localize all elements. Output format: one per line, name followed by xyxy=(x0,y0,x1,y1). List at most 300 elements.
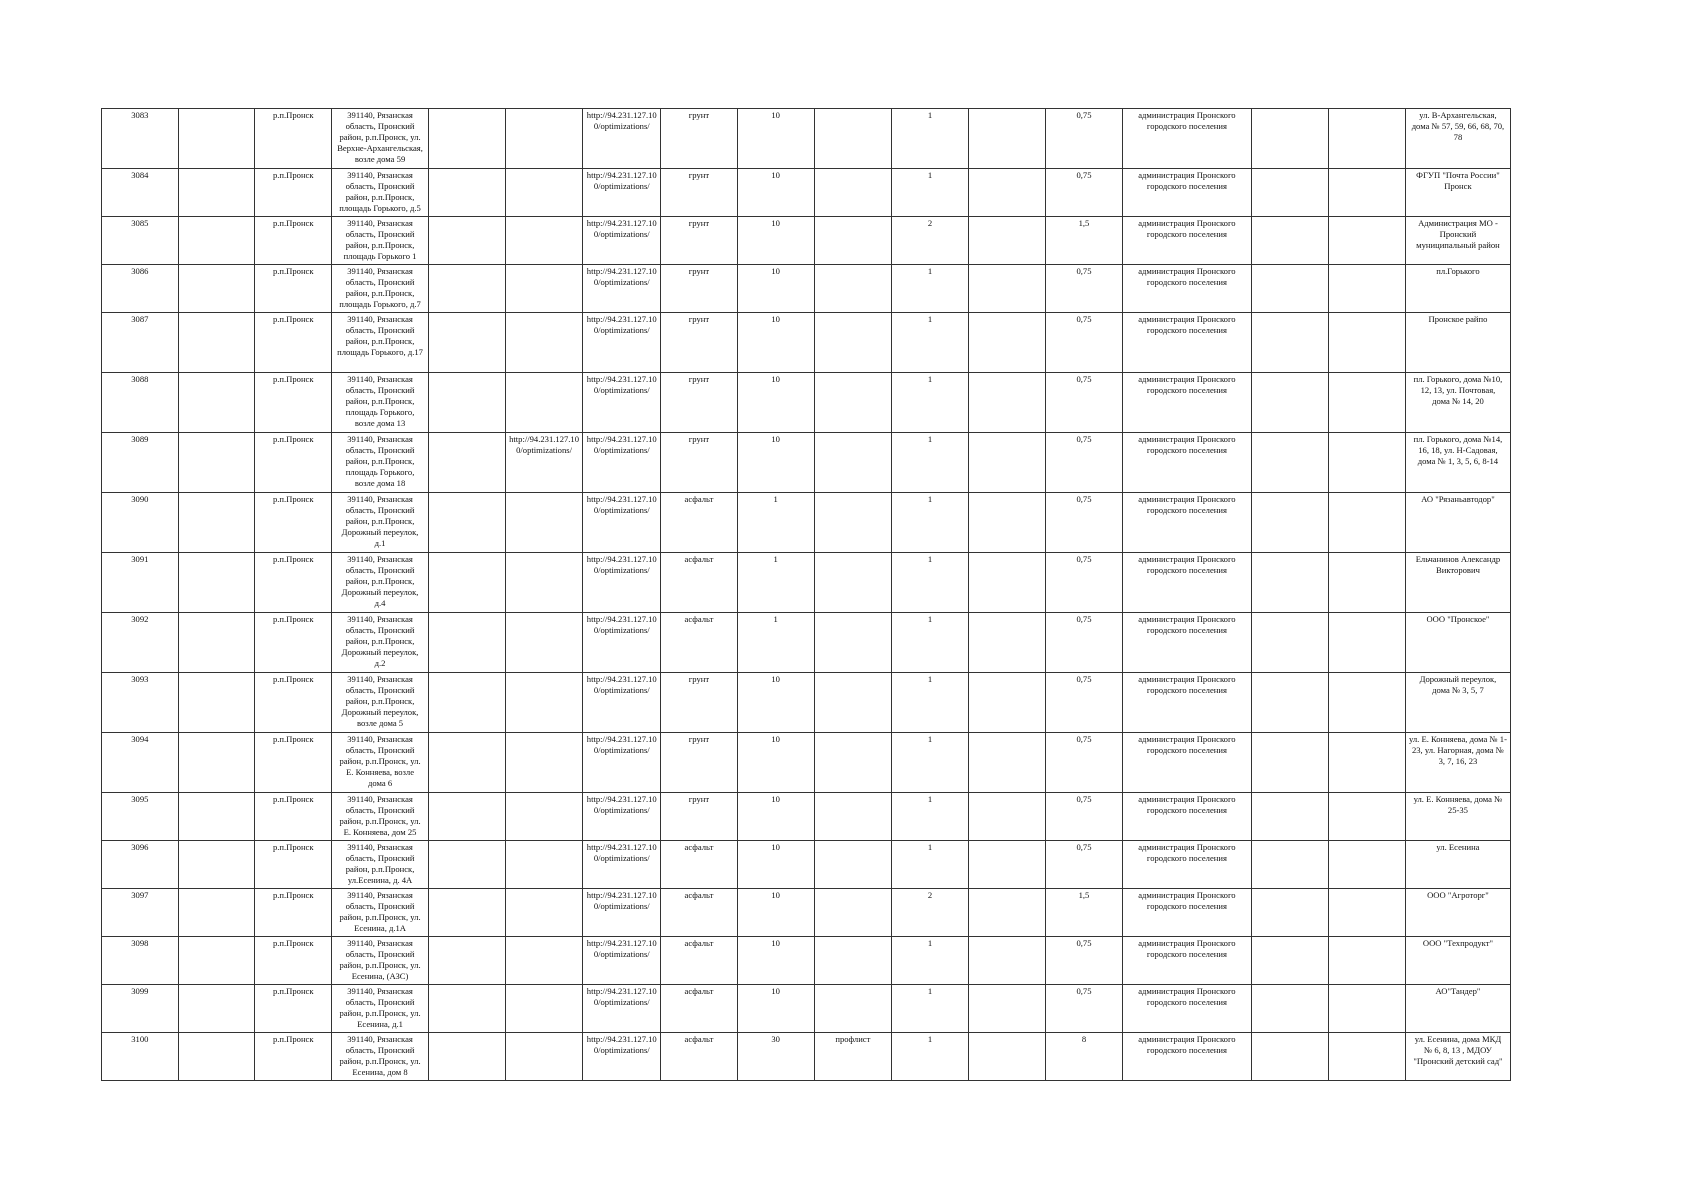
empty-cell xyxy=(178,553,255,613)
link-cell xyxy=(505,1033,583,1081)
link-cell xyxy=(505,493,583,553)
link-cell: http://94.231.127.10 0/optimizations/ xyxy=(583,841,661,889)
table-row xyxy=(102,937,1511,985)
empty-cell xyxy=(1329,265,1406,313)
table-row xyxy=(102,265,1511,313)
container-count: 1 xyxy=(892,985,969,1033)
surface-type: асфальт xyxy=(661,553,738,613)
area-value: 10 xyxy=(737,733,814,793)
fence-type xyxy=(814,169,892,217)
area-value: 30 xyxy=(737,1033,814,1081)
fence-type xyxy=(814,553,892,613)
surface-type: грунт xyxy=(661,373,738,433)
settlement: р.п.Пронск xyxy=(255,733,332,793)
row-number: 3094 xyxy=(102,733,179,793)
empty-cell xyxy=(178,169,255,217)
empty-cell xyxy=(1251,265,1329,313)
volume-value: 0,75 xyxy=(1045,433,1123,493)
link-cell: http://94.231.127.10 0/optimizations/ xyxy=(583,733,661,793)
row-number: 3083 xyxy=(102,109,179,169)
surface-type: грунт xyxy=(661,169,738,217)
row-number: 3088 xyxy=(102,373,179,433)
empty-cell xyxy=(968,313,1045,373)
link-cell xyxy=(505,673,583,733)
row-number: 3091 xyxy=(102,553,179,613)
settlement: р.п.Пронск xyxy=(255,169,332,217)
container-count: 2 xyxy=(892,889,969,937)
surface-type: асфальт xyxy=(661,1033,738,1081)
empty-cell xyxy=(429,985,506,1033)
location-address: 391140, Рязанская область, Пронский район, р.п.Пронск, площадь Горького, д.7 xyxy=(332,265,429,313)
empty-cell xyxy=(1251,433,1329,493)
location-address: 391140, Рязанская область, Пронский район, р.п.Пронск, ул. Верхне-Архангельская, возле дома 59 xyxy=(332,109,429,169)
waste-source: АО "Рязаньавтодор" xyxy=(1405,493,1510,553)
location-address: 391140, Рязанская область, Пронский район, р.п.Пронск, ул. Есенина, д.1 xyxy=(332,985,429,1033)
waste-source: АО"Тандер" xyxy=(1405,985,1510,1033)
row-number: 3089 xyxy=(102,433,179,493)
empty-cell xyxy=(1329,613,1406,673)
container-count: 1 xyxy=(892,313,969,373)
surface-type: асфальт xyxy=(661,493,738,553)
settlement: р.п.Пронск xyxy=(255,985,332,1033)
fence-type xyxy=(814,217,892,265)
location-address: 391140, Рязанская область, Пронский район, р.п.Пронск, ул. Есенина, д.1А xyxy=(332,889,429,937)
empty-cell xyxy=(429,733,506,793)
settlement: р.п.Пронск xyxy=(255,889,332,937)
empty-cell xyxy=(1329,889,1406,937)
waste-source: ул. Есенина xyxy=(1405,841,1510,889)
table-row xyxy=(102,889,1511,937)
empty-cell xyxy=(1251,373,1329,433)
waste-source: ул. В-Архангельская, дома № 57, 59, 66, 68, 70, 78 xyxy=(1405,109,1510,169)
table-body xyxy=(102,109,1511,1081)
table-row xyxy=(102,313,1511,373)
volume-value: 0,75 xyxy=(1045,937,1123,985)
container-count: 1 xyxy=(892,265,969,313)
area-value: 10 xyxy=(737,937,814,985)
surface-type: асфальт xyxy=(661,613,738,673)
location-address: 391140, Рязанская область, Пронский район, р.п.Пронск, площадь Горького 1 xyxy=(332,217,429,265)
owner-org: администрация Пронского городского поселения xyxy=(1123,613,1251,673)
empty-cell xyxy=(429,553,506,613)
fence-type xyxy=(814,313,892,373)
area-value: 10 xyxy=(737,265,814,313)
table-row xyxy=(102,553,1511,613)
area-value: 1 xyxy=(737,553,814,613)
empty-cell xyxy=(178,313,255,373)
link-cell xyxy=(505,553,583,613)
surface-type: асфальт xyxy=(661,841,738,889)
table-row xyxy=(102,613,1511,673)
container-count: 1 xyxy=(892,673,969,733)
row-number: 3085 xyxy=(102,217,179,265)
empty-cell xyxy=(968,613,1045,673)
fence-type xyxy=(814,889,892,937)
empty-cell xyxy=(429,109,506,169)
link-cell xyxy=(505,937,583,985)
settlement: р.п.Пронск xyxy=(255,373,332,433)
location-address: 391140, Рязанская область, Пронский район, р.п.Пронск, ул. Есенина, дом 8 xyxy=(332,1033,429,1081)
empty-cell xyxy=(429,889,506,937)
empty-cell xyxy=(1329,433,1406,493)
waste-source: ФГУП "Почта России" Пронск xyxy=(1405,169,1510,217)
area-value: 10 xyxy=(737,217,814,265)
owner-org: администрация Пронского городского поселения xyxy=(1123,985,1251,1033)
waste-source: ООО "Пронское" xyxy=(1405,613,1510,673)
owner-org: администрация Пронского городского поселения xyxy=(1123,733,1251,793)
volume-value: 0,75 xyxy=(1045,109,1123,169)
empty-cell xyxy=(968,1033,1045,1081)
empty-cell xyxy=(178,373,255,433)
row-number: 3096 xyxy=(102,841,179,889)
empty-cell xyxy=(1251,937,1329,985)
settlement: р.п.Пронск xyxy=(255,313,332,373)
waste-source: Ельчанинов Александр Викторович xyxy=(1405,553,1510,613)
waste-source: ул. Е. Конняева, дома № 1- 23, ул. Нагорная, дома № 3, 7, 16, 23 xyxy=(1405,733,1510,793)
location-address: 391140, Рязанская область, Пронский район, р.п.Пронск, площадь Горького, д.17 xyxy=(332,313,429,373)
link-cell xyxy=(505,313,583,373)
link-cell xyxy=(505,373,583,433)
empty-cell xyxy=(178,613,255,673)
empty-cell xyxy=(1329,109,1406,169)
area-value: 10 xyxy=(737,793,814,841)
row-number: 3093 xyxy=(102,673,179,733)
empty-cell xyxy=(429,673,506,733)
fence-type xyxy=(814,265,892,313)
empty-cell xyxy=(429,793,506,841)
empty-cell xyxy=(1251,841,1329,889)
volume-value: 0,75 xyxy=(1045,793,1123,841)
location-address: 391140, Рязанская область, Пронский район, р.п.Пронск, Дорожный переулок, д.4 xyxy=(332,553,429,613)
location-address: 391140, Рязанская область, Пронский район, р.п.Пронск, ул. Есенина, (АЗС) xyxy=(332,937,429,985)
area-value: 10 xyxy=(737,313,814,373)
container-count: 1 xyxy=(892,841,969,889)
container-count: 1 xyxy=(892,613,969,673)
fence-type: профлист xyxy=(814,1033,892,1081)
waste-source: Пронское райпо xyxy=(1405,313,1510,373)
waste-source: ООО "Агроторг" xyxy=(1405,889,1510,937)
settlement: р.п.Пронск xyxy=(255,1033,332,1081)
empty-cell xyxy=(1251,613,1329,673)
empty-cell xyxy=(1329,493,1406,553)
link-cell: http://94.231.127.10 0/optimizations/ xyxy=(583,313,661,373)
owner-org: администрация Пронского городского поселения xyxy=(1123,169,1251,217)
volume-value: 0,75 xyxy=(1045,553,1123,613)
empty-cell xyxy=(1251,313,1329,373)
volume-value: 0,75 xyxy=(1045,613,1123,673)
register-table xyxy=(101,108,1511,1081)
owner-org: администрация Пронского городского поселения xyxy=(1123,493,1251,553)
empty-cell xyxy=(1329,841,1406,889)
row-number: 3084 xyxy=(102,169,179,217)
container-count: 1 xyxy=(892,793,969,841)
surface-type: грунт xyxy=(661,433,738,493)
volume-value: 0,75 xyxy=(1045,673,1123,733)
empty-cell xyxy=(968,889,1045,937)
empty-cell xyxy=(1251,217,1329,265)
empty-cell xyxy=(1329,313,1406,373)
empty-cell xyxy=(1251,1033,1329,1081)
surface-type: грунт xyxy=(661,793,738,841)
container-count: 2 xyxy=(892,217,969,265)
link-cell xyxy=(505,613,583,673)
link-cell: http://94.231.127.10 0/optimizations/ xyxy=(583,169,661,217)
volume-value: 0,75 xyxy=(1045,373,1123,433)
row-number: 3098 xyxy=(102,937,179,985)
surface-type: грунт xyxy=(661,733,738,793)
settlement: р.п.Пронск xyxy=(255,841,332,889)
empty-cell xyxy=(429,265,506,313)
link-cell: http://94.231.127.10 0/optimizations/ xyxy=(583,889,661,937)
surface-type: грунт xyxy=(661,265,738,313)
empty-cell xyxy=(968,169,1045,217)
empty-cell xyxy=(1251,673,1329,733)
empty-cell xyxy=(968,985,1045,1033)
waste-source: ул. Есенина, дома МКД № 6, 8, 13 , МДОУ "Пронский детский сад" xyxy=(1405,1033,1510,1081)
owner-org: администрация Пронского городского поселения xyxy=(1123,841,1251,889)
area-value: 10 xyxy=(737,673,814,733)
volume-value: 8 xyxy=(1045,1033,1123,1081)
link-cell xyxy=(505,889,583,937)
link-cell xyxy=(505,793,583,841)
owner-org: администрация Пронского городского поселения xyxy=(1123,889,1251,937)
link-cell: http://94.231.127.10 0/optimizations/ xyxy=(583,217,661,265)
volume-value: 1,5 xyxy=(1045,889,1123,937)
location-address: 391140, Рязанская область, Пронский район, р.п.Пронск, ул. Е. Конняева, дом 25 xyxy=(332,793,429,841)
empty-cell xyxy=(968,217,1045,265)
link-cell: http://94.231.127.10 0/optimizations/ xyxy=(583,937,661,985)
owner-org: администрация Пронского городского поселения xyxy=(1123,553,1251,613)
owner-org: администрация Пронского городского поселения xyxy=(1123,937,1251,985)
empty-cell xyxy=(178,1033,255,1081)
empty-cell xyxy=(429,493,506,553)
volume-value: 0,75 xyxy=(1045,169,1123,217)
empty-cell xyxy=(429,841,506,889)
container-count: 1 xyxy=(892,553,969,613)
volume-value: 1,5 xyxy=(1045,217,1123,265)
empty-cell xyxy=(968,673,1045,733)
area-value: 1 xyxy=(737,493,814,553)
empty-cell xyxy=(1251,169,1329,217)
empty-cell xyxy=(968,841,1045,889)
area-value: 1 xyxy=(737,613,814,673)
link-cell xyxy=(505,217,583,265)
surface-type: асфальт xyxy=(661,937,738,985)
volume-value: 0,75 xyxy=(1045,313,1123,373)
container-count: 1 xyxy=(892,373,969,433)
empty-cell xyxy=(178,673,255,733)
owner-org: администрация Пронского городского поселения xyxy=(1123,673,1251,733)
settlement: р.п.Пронск xyxy=(255,109,332,169)
fence-type xyxy=(814,733,892,793)
table-row xyxy=(102,733,1511,793)
table-row xyxy=(102,841,1511,889)
empty-cell xyxy=(968,733,1045,793)
fence-type xyxy=(814,985,892,1033)
link-cell xyxy=(505,169,583,217)
link-cell xyxy=(505,109,583,169)
empty-cell xyxy=(1329,793,1406,841)
fence-type xyxy=(814,613,892,673)
fence-type xyxy=(814,493,892,553)
link-cell: http://94.231.127.10 0/optimizations/ xyxy=(583,433,661,493)
waste-source: ООО "Техпродукт" xyxy=(1405,937,1510,985)
surface-type: грунт xyxy=(661,109,738,169)
empty-cell xyxy=(429,169,506,217)
empty-cell xyxy=(1251,733,1329,793)
empty-cell xyxy=(178,793,255,841)
empty-cell xyxy=(178,493,255,553)
row-number: 3097 xyxy=(102,889,179,937)
settlement: р.п.Пронск xyxy=(255,937,332,985)
row-number: 3100 xyxy=(102,1033,179,1081)
empty-cell xyxy=(1329,985,1406,1033)
document-page xyxy=(101,108,1511,1081)
location-address: 391140, Рязанская область, Пронский район, р.п.Пронск, площадь Горького, д.5 xyxy=(332,169,429,217)
area-value: 10 xyxy=(737,433,814,493)
surface-type: асфальт xyxy=(661,985,738,1033)
fence-type xyxy=(814,373,892,433)
row-number: 3090 xyxy=(102,493,179,553)
settlement: р.п.Пронск xyxy=(255,493,332,553)
surface-type: грунт xyxy=(661,313,738,373)
location-address: 391140, Рязанская область, Пронский район, р.п.Пронск, ул. Е. Конняева, возле дома 6 xyxy=(332,733,429,793)
container-count: 1 xyxy=(892,1033,969,1081)
settlement: р.п.Пронск xyxy=(255,793,332,841)
area-value: 10 xyxy=(737,841,814,889)
fence-type xyxy=(814,937,892,985)
container-count: 1 xyxy=(892,433,969,493)
owner-org: администрация Пронского городского поселения xyxy=(1123,313,1251,373)
empty-cell xyxy=(1329,373,1406,433)
waste-source: пл.Горького xyxy=(1405,265,1510,313)
empty-cell xyxy=(1251,493,1329,553)
empty-cell xyxy=(1251,109,1329,169)
table-row xyxy=(102,793,1511,841)
container-count: 1 xyxy=(892,733,969,793)
waste-source: Администрация МО - Пронский муниципальный район xyxy=(1405,217,1510,265)
row-number: 3086 xyxy=(102,265,179,313)
empty-cell xyxy=(968,493,1045,553)
empty-cell xyxy=(1251,793,1329,841)
empty-cell xyxy=(178,109,255,169)
owner-org: администрация Пронского городского поселения xyxy=(1123,433,1251,493)
empty-cell xyxy=(178,841,255,889)
empty-cell xyxy=(968,109,1045,169)
location-address: 391140, Рязанская область, Пронский район, р.п.Пронск, Дорожный переулок, возле дома 5 xyxy=(332,673,429,733)
volume-value: 0,75 xyxy=(1045,841,1123,889)
empty-cell xyxy=(429,217,506,265)
waste-source: ул. Е. Конняева, дома № 25-35 xyxy=(1405,793,1510,841)
link-cell: http://94.231.127.10 0/optimizations/ xyxy=(583,673,661,733)
link-cell: http://94.231.127.10 0/optimizations/ xyxy=(583,493,661,553)
location-address: 391140, Рязанская область, Пронский район, р.п.Пронск, площадь Горького, возле дома 13 xyxy=(332,373,429,433)
owner-org: администрация Пронского городского поселения xyxy=(1123,1033,1251,1081)
owner-org: администрация Пронского городского поселения xyxy=(1123,109,1251,169)
area-value: 10 xyxy=(737,889,814,937)
location-address: 391140, Рязанская область, Пронский район, р.п.Пронск, Дорожный переулок, д.1 xyxy=(332,493,429,553)
fence-type xyxy=(814,109,892,169)
empty-cell xyxy=(1329,1033,1406,1081)
empty-cell xyxy=(1251,985,1329,1033)
table-row xyxy=(102,493,1511,553)
link-cell: http://94.231.127.10 0/optimizations/ xyxy=(583,1033,661,1081)
surface-type: грунт xyxy=(661,217,738,265)
fence-type xyxy=(814,673,892,733)
empty-cell xyxy=(178,217,255,265)
link-cell: http://94.231.127.10 0/optimizations/ xyxy=(583,373,661,433)
empty-cell xyxy=(968,553,1045,613)
empty-cell xyxy=(1329,217,1406,265)
empty-cell xyxy=(178,733,255,793)
settlement: р.п.Пронск xyxy=(255,433,332,493)
empty-cell xyxy=(1329,673,1406,733)
area-value: 10 xyxy=(737,109,814,169)
empty-cell xyxy=(1329,169,1406,217)
row-number: 3092 xyxy=(102,613,179,673)
empty-cell xyxy=(178,265,255,313)
settlement: р.п.Пронск xyxy=(255,553,332,613)
link-cell: http://94.231.127.10 0/optimizations/ xyxy=(583,613,661,673)
owner-org: администрация Пронского городского поселения xyxy=(1123,793,1251,841)
link-cell: http://94.231.127.10 0/optimizations/ xyxy=(505,433,583,493)
empty-cell xyxy=(1329,937,1406,985)
container-count: 1 xyxy=(892,937,969,985)
waste-source: Дорожный переулок, дома № 3, 5, 7 xyxy=(1405,673,1510,733)
link-cell: http://94.231.127.10 0/optimizations/ xyxy=(583,793,661,841)
settlement: р.п.Пронск xyxy=(255,217,332,265)
waste-source: пл. Горького, дома №14, 16, 18, ул. Н-Садовая, дома № 1, 3, 5, 6, 8-14 xyxy=(1405,433,1510,493)
area-value: 10 xyxy=(737,373,814,433)
location-address: 391140, Рязанская область, Пронский район, р.п.Пронск, площадь Горького, возле дома 18 xyxy=(332,433,429,493)
area-value: 10 xyxy=(737,169,814,217)
empty-cell xyxy=(968,265,1045,313)
table-row xyxy=(102,217,1511,265)
owner-org: администрация Пронского городского поселения xyxy=(1123,265,1251,313)
empty-cell xyxy=(178,937,255,985)
empty-cell xyxy=(1251,889,1329,937)
table-row xyxy=(102,985,1511,1033)
volume-value: 0,75 xyxy=(1045,733,1123,793)
link-cell xyxy=(505,265,583,313)
table-row xyxy=(102,433,1511,493)
link-cell: http://94.231.127.10 0/optimizations/ xyxy=(583,553,661,613)
empty-cell xyxy=(429,613,506,673)
settlement: р.п.Пронск xyxy=(255,673,332,733)
empty-cell xyxy=(178,433,255,493)
surface-type: асфальт xyxy=(661,889,738,937)
settlement: р.п.Пронск xyxy=(255,613,332,673)
link-cell xyxy=(505,733,583,793)
empty-cell xyxy=(178,889,255,937)
area-value: 10 xyxy=(737,985,814,1033)
empty-cell xyxy=(1329,553,1406,613)
table-row xyxy=(102,109,1511,169)
settlement: р.п.Пронск xyxy=(255,265,332,313)
empty-cell xyxy=(429,937,506,985)
volume-value: 0,75 xyxy=(1045,265,1123,313)
fence-type xyxy=(814,433,892,493)
empty-cell xyxy=(1329,733,1406,793)
link-cell xyxy=(505,985,583,1033)
row-number: 3095 xyxy=(102,793,179,841)
table-row xyxy=(102,1033,1511,1081)
empty-cell xyxy=(968,433,1045,493)
owner-org: администрация Пронского городского поселения xyxy=(1123,373,1251,433)
table-row xyxy=(102,169,1511,217)
table-row xyxy=(102,673,1511,733)
volume-value: 0,75 xyxy=(1045,985,1123,1033)
